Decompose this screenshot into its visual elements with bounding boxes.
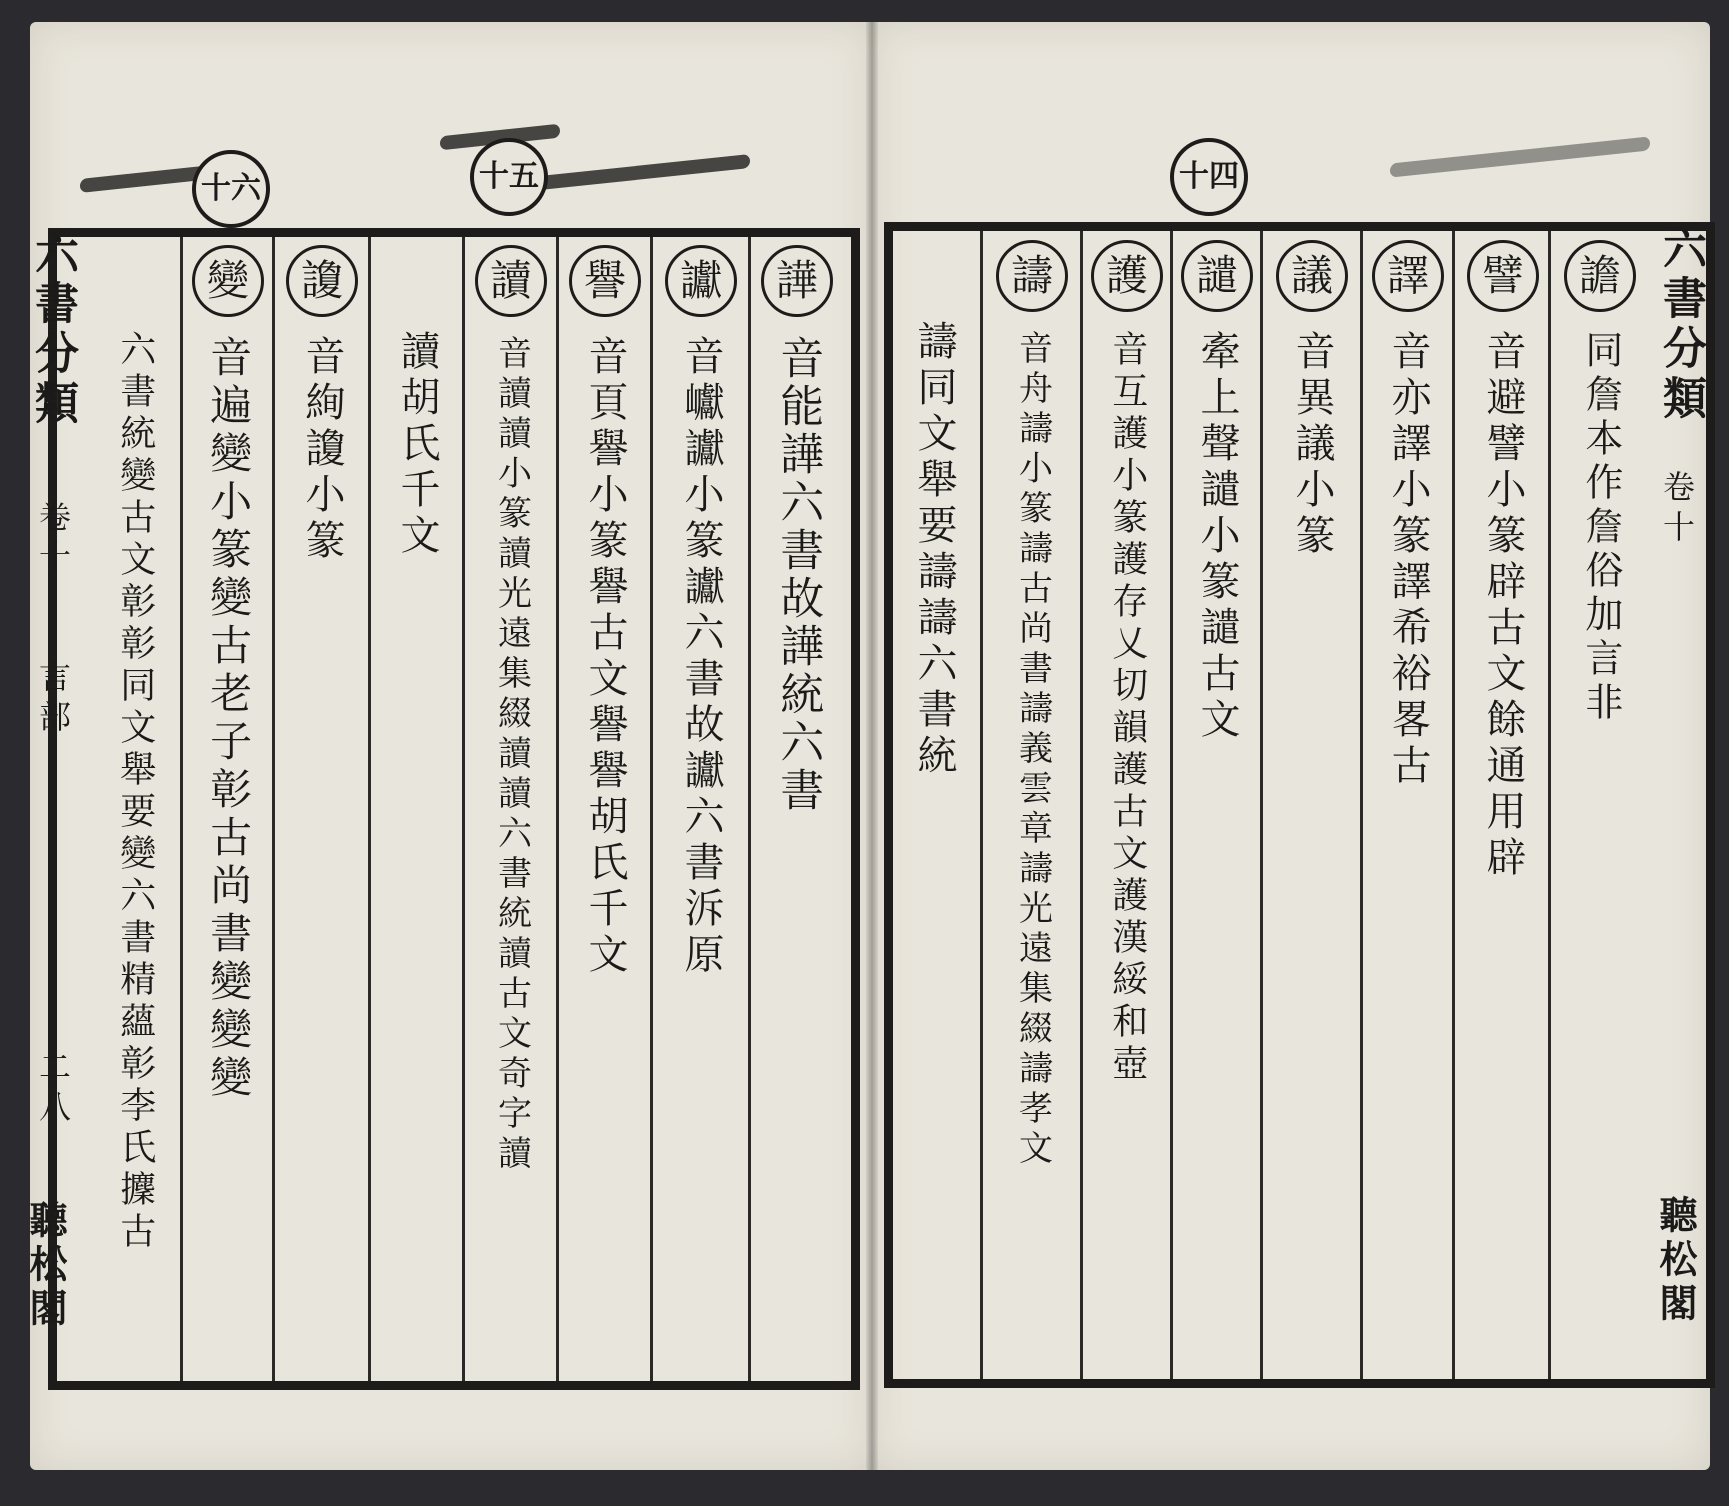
entry-column — [278, 245, 366, 565]
right-publisher: 聽松閣 — [1653, 1195, 1698, 1327]
entry-head: 護 — [1091, 240, 1163, 312]
entry-column — [754, 245, 840, 815]
entry-column — [1366, 240, 1450, 790]
entry-head: 譴 — [1181, 240, 1253, 312]
column-divider — [1548, 231, 1551, 1379]
entry-head: 變 — [192, 245, 264, 317]
entry-text: 音絢讂小篆 — [299, 335, 345, 565]
entry-text: 音異議小篆 — [1289, 330, 1335, 560]
entry-column — [1556, 240, 1644, 726]
entry-column — [890, 320, 978, 780]
left-side-section: 言部 — [34, 660, 72, 740]
entry-text: 音巘讞小篆讞六書故讞六書泝原 — [678, 335, 724, 979]
column-divider — [1360, 231, 1363, 1379]
column-divider — [556, 237, 559, 1381]
folio-mark-left-1: 十六 — [192, 150, 270, 228]
left-publisher: 聽松閣 — [23, 1200, 68, 1332]
book-gutter — [866, 22, 878, 1470]
entry-column — [1176, 240, 1258, 744]
entry-head: 譸 — [996, 240, 1068, 312]
entry-head: 譽 — [569, 245, 641, 317]
entry-head: 讞 — [665, 245, 737, 317]
entry-column — [468, 245, 554, 1175]
entry-column — [374, 330, 460, 560]
left-side-volume: 卷十 — [34, 500, 72, 580]
entry-text: 讀胡氏千文 — [394, 330, 440, 560]
right-side-volume: 卷十 — [1658, 470, 1696, 550]
column-divider — [1452, 231, 1455, 1379]
left-side-title: 六書分類 — [27, 230, 78, 430]
column-divider — [980, 231, 983, 1379]
folio-mark-left-2: 十五 — [470, 138, 548, 216]
entry-column — [186, 245, 270, 1103]
entry-column — [986, 240, 1078, 1170]
entry-column — [1266, 240, 1358, 560]
entry-column — [1086, 240, 1168, 1086]
entry-column — [92, 330, 178, 1254]
entry-text: 音能譁六書故譁統六書 — [772, 335, 824, 815]
entry-text: 音讀讀小篆讀光遠集綴讀讀六書統讀古文奇字讀 — [491, 335, 532, 1175]
right-side-title: 六書分類 — [1655, 225, 1706, 425]
folio-mark-right: 十四 — [1170, 138, 1248, 216]
entry-head: 譁 — [761, 245, 833, 317]
entry-head: 議 — [1276, 240, 1348, 312]
column-divider — [650, 237, 653, 1381]
column-divider — [1170, 231, 1173, 1379]
entry-text: 音互護小篆護存乂切韻護古文護漢綏和壺 — [1106, 330, 1148, 1086]
entry-head: 譬 — [1467, 240, 1539, 312]
column-divider — [180, 237, 183, 1381]
entry-text: 音遍變小篆變古老子彰古尚書變變變 — [204, 335, 254, 1103]
entry-text: 同詹本作詹俗加言非 — [1578, 330, 1623, 726]
entry-text: 六書統變古文彰彰同文舉要變六書精蘊彰李氏攈古 — [114, 330, 156, 1254]
entry-head: 讀 — [475, 245, 547, 317]
entry-column — [1460, 240, 1546, 882]
column-divider — [272, 237, 275, 1381]
entry-head: 譫 — [1564, 240, 1636, 312]
entry-text: 音亦譯小篆譯希裕畧古 — [1385, 330, 1431, 790]
entry-head: 讂 — [286, 245, 358, 317]
column-divider — [1260, 231, 1263, 1379]
column-divider — [1080, 231, 1083, 1379]
entry-text: 音頁譽小篆譽古文譽譽胡氏千文 — [582, 335, 628, 979]
entry-text: 音舟譸小篆譸古尚書譸義雲章譸光遠集綴譸孝文 — [1012, 330, 1053, 1170]
entry-head: 譯 — [1372, 240, 1444, 312]
entry-text: 音避譬小篆辟古文餘通用辟 — [1480, 330, 1526, 882]
left-side-page: 二八 — [34, 1050, 72, 1130]
column-divider — [368, 237, 371, 1381]
entry-text: 牽上聲譴小篆譴古文 — [1194, 330, 1240, 744]
column-divider — [748, 237, 751, 1381]
entry-column — [656, 245, 746, 979]
column-divider — [462, 237, 465, 1381]
entry-text: 譸同文舉要譸譸六書統 — [911, 320, 957, 780]
entry-column — [562, 245, 648, 979]
